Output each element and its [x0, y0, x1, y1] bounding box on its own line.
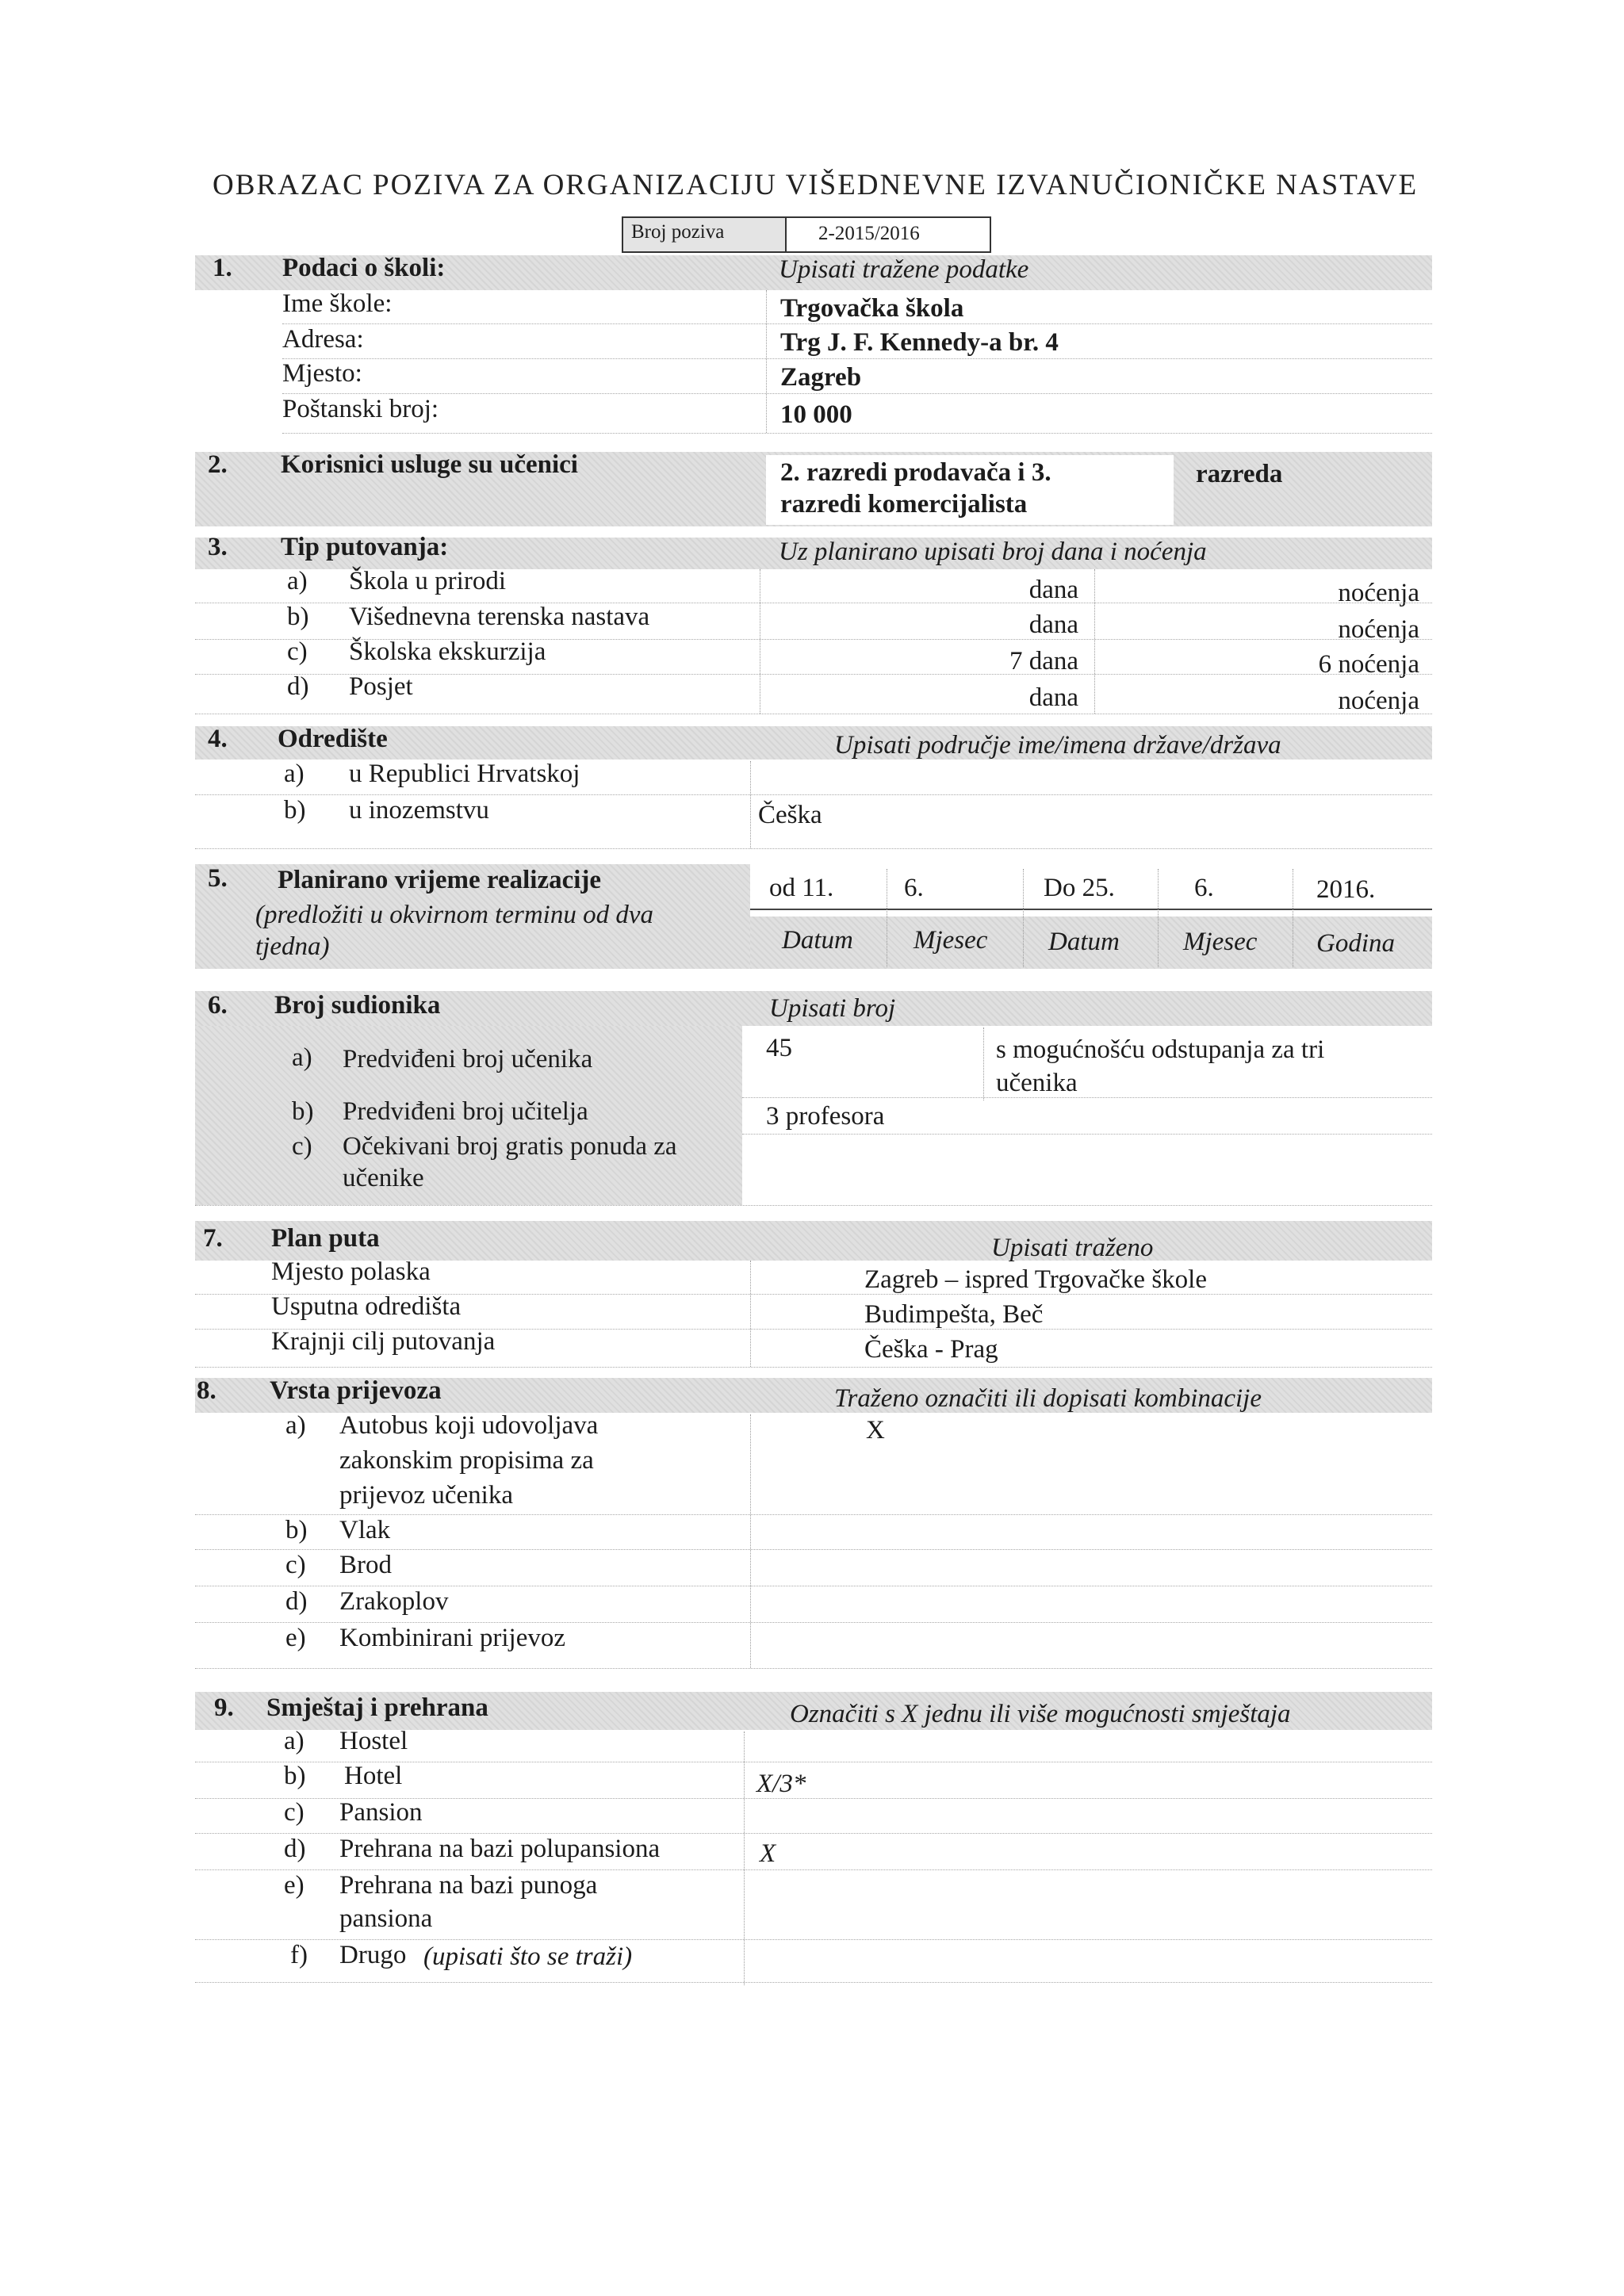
divider	[195, 1982, 1432, 1983]
divider	[195, 1622, 1432, 1623]
teachers-label: Predviđeni broj učitelja	[343, 1097, 588, 1126]
combined-letter: e)	[285, 1624, 306, 1652]
bus-label-line1: Autobus koji udovoljava	[339, 1411, 599, 1440]
divider	[195, 1205, 1432, 1206]
half-board-label: Prehrana na bazi polupansiona	[339, 1835, 661, 1863]
divider	[195, 794, 1432, 795]
pension-label: Pansion	[339, 1798, 423, 1827]
section-6-number: 6.	[208, 991, 228, 1020]
divider	[195, 1869, 1432, 1870]
trip-b-label: Višednevna terenska nastava	[349, 603, 650, 631]
other-letter: f)	[290, 1941, 308, 1969]
postal-code-value: 10 000	[780, 400, 852, 429]
trip-b-nights: noćenja	[1338, 615, 1419, 644]
trip-c-label: Školska ekskurzija	[349, 637, 546, 666]
section-9-hint: Označiti s X jednu ili više mogućnosti smještaja	[790, 1700, 1291, 1728]
final-destination-value: Češka - Prag	[864, 1335, 998, 1364]
section-2-value-line1: 2. razredi prodavača i 3.	[780, 458, 1051, 487]
form-title: OBRAZAC POZIVA ZA ORGANIZACIJU VIŠEDNEVNE IZVANUČIONIČKE NASTAVE	[213, 169, 1419, 201]
section-4-title: Odredište	[278, 725, 388, 753]
gratis-letter: c)	[292, 1132, 312, 1161]
trip-d-letter: d)	[287, 672, 309, 701]
trip-c-days: 7 dana	[1009, 647, 1078, 675]
section-7-title: Plan puta	[271, 1224, 380, 1253]
divider	[1023, 869, 1024, 967]
city-label: Mjesto:	[282, 359, 362, 388]
divider	[750, 1414, 751, 1668]
school-name-label: Ime škole:	[282, 289, 393, 318]
trip-d-label: Posjet	[349, 672, 413, 701]
school-name-value: Trgovačka škola	[780, 294, 964, 323]
divider	[195, 1668, 1432, 1669]
section-4-number: 4.	[208, 725, 228, 753]
final-destination-label: Krajnji cilj putovanja	[271, 1327, 496, 1356]
section-4-hint: Upisati područje ime/imena države/država	[834, 731, 1281, 760]
destination-b-value: Češka	[758, 801, 822, 829]
students-letter: a)	[292, 1043, 312, 1072]
other-label: Drugo	[339, 1941, 407, 1969]
divider	[742, 1134, 1432, 1135]
destination-a-label: u Republici Hrvatskoj	[349, 760, 580, 788]
section-2-suffix: razreda	[1196, 460, 1283, 488]
divider	[1094, 569, 1095, 714]
stops-value: Budimpešta, Beč	[864, 1300, 1044, 1329]
divider	[195, 1939, 1432, 1940]
train-label: Vlak	[339, 1516, 391, 1544]
broj-poziva-value: 2-2015/2016	[818, 223, 920, 244]
bus-letter: a)	[285, 1411, 306, 1440]
section-7-number: 7.	[203, 1224, 223, 1253]
divider	[195, 1514, 1432, 1515]
full-board-letter: e)	[284, 1871, 304, 1900]
postal-code-label: Poštanski broj:	[282, 395, 439, 423]
full-board-label-line1: Prehrana na bazi punoga	[339, 1871, 598, 1900]
divider	[195, 1833, 1432, 1834]
divider	[742, 1097, 1432, 1098]
students-label: Predviđeni broj učenika	[343, 1045, 593, 1073]
broj-poziva-box	[622, 216, 991, 253]
section-2-number: 2.	[208, 450, 228, 479]
trip-c-nights: 6 noćenja	[1318, 650, 1419, 679]
hostel-letter: a)	[284, 1727, 304, 1755]
section-6-title: Broj sudionika	[274, 991, 441, 1020]
teachers-letter: b)	[292, 1097, 314, 1126]
teachers-value: 3 profesora	[766, 1102, 885, 1131]
label-mjesec-1: Mjesec	[914, 926, 988, 955]
plane-letter: d)	[285, 1587, 308, 1616]
section-9-title: Smještaj i prehrana	[266, 1693, 488, 1722]
section-6-hint: Upisati broj	[769, 994, 896, 1023]
section-5-title: Planirano vrijeme realizacije	[278, 866, 602, 894]
date-row-divider	[750, 909, 1432, 910]
section-1-number: 1.	[213, 254, 232, 282]
section-5-subtitle-line2: tjedna)	[255, 932, 330, 961]
divider	[195, 674, 1432, 675]
broj-poziva-label: Broj poziva	[623, 218, 787, 251]
section-1-title: Podaci o školi:	[282, 254, 446, 282]
city-value: Zagreb	[780, 363, 862, 392]
divider	[195, 1367, 1432, 1368]
trip-d-nights: noćenja	[1338, 687, 1419, 715]
trip-a-days: dana	[1028, 576, 1078, 604]
section-8-title: Vrsta prijevoza	[270, 1376, 442, 1405]
pension-letter: c)	[284, 1798, 304, 1827]
students-note-line2: učenika	[996, 1069, 1078, 1097]
section-2-value-line2: razredi komercijalista	[780, 490, 1028, 519]
gratis-label-line1: Očekivani broj gratis ponuda za	[343, 1132, 677, 1161]
section-7-header-band	[195, 1221, 1432, 1261]
divider	[282, 358, 1432, 359]
start-day-value: od 11.	[769, 874, 834, 902]
section-2-title: Korisnici usluge su učenici	[281, 450, 578, 479]
ship-letter: c)	[285, 1551, 306, 1579]
end-month-value: 6.	[1194, 874, 1214, 902]
students-note-line1: s mogućnošću odstupanja za tri	[996, 1035, 1325, 1064]
trip-b-days: dana	[1028, 610, 1078, 639]
destination-a-letter: a)	[284, 760, 304, 788]
divider	[766, 290, 767, 433]
departure-label: Mjesto polaska	[271, 1257, 431, 1286]
trip-a-label: Škola u prirodi	[349, 567, 506, 595]
divider	[744, 1732, 745, 1985]
bus-label-line3: prijevoz učenika	[339, 1481, 513, 1510]
train-letter: b)	[285, 1516, 308, 1544]
divider	[750, 761, 751, 848]
trip-c-letter: c)	[287, 637, 308, 666]
destination-b-label: u inozemstvu	[349, 796, 489, 825]
other-note: (upisati što se traži)	[423, 1942, 633, 1971]
full-board-label-line2: pansiona	[339, 1904, 433, 1933]
trip-b-letter: b)	[287, 603, 309, 631]
label-godina: Godina	[1316, 929, 1395, 958]
label-datum-2: Datum	[1048, 928, 1120, 956]
divider	[282, 323, 1432, 324]
hostel-label: Hostel	[339, 1727, 408, 1755]
label-datum-1: Datum	[782, 926, 853, 955]
students-value: 45	[766, 1034, 792, 1062]
section-7-hint: Upisati traženo	[991, 1234, 1154, 1262]
section-3-title: Tip putovanja:	[281, 533, 449, 561]
section-1-hint: Upisati tražene podatke	[779, 255, 1029, 284]
divider	[282, 433, 1432, 434]
divider	[1158, 869, 1159, 967]
section-5-subtitle-line1: (predložiti u okvirnom terminu od dva	[255, 901, 653, 929]
divider	[195, 1329, 1432, 1330]
label-mjesec-2: Mjesec	[1183, 928, 1258, 956]
divider	[195, 639, 1432, 640]
stops-label: Usputna odredišta	[271, 1292, 462, 1321]
address-label: Adresa:	[282, 325, 364, 354]
departure-value: Zagreb – ispred Trgovačke škole	[864, 1265, 1207, 1294]
section-8-hint: Traženo označiti ili dopisati kombinacije	[834, 1384, 1262, 1413]
hotel-label: Hotel	[344, 1762, 403, 1790]
divider	[195, 848, 1432, 849]
section-3-hint: Uz planirano upisati broj dana i noćenja	[779, 538, 1207, 566]
gratis-label-line2: učenike	[343, 1164, 424, 1192]
section-5-number: 5.	[208, 864, 228, 893]
trip-a-letter: a)	[287, 567, 308, 595]
hotel-letter: b)	[284, 1762, 306, 1790]
trip-d-days: dana	[1028, 683, 1078, 712]
ship-label: Brod	[339, 1551, 392, 1579]
divider	[750, 1261, 751, 1367]
trip-a-nights: noćenja	[1338, 579, 1419, 607]
half-board-value: X	[760, 1839, 776, 1868]
section-9-number: 9.	[214, 1693, 234, 1722]
year-value: 2016.	[1316, 875, 1376, 904]
end-day-value: Do 25.	[1044, 874, 1115, 902]
section-8-number: 8.	[197, 1376, 216, 1405]
half-board-letter: d)	[284, 1835, 306, 1863]
divider	[983, 1027, 984, 1100]
start-month-value: 6.	[904, 874, 924, 902]
hotel-value: X/3*	[756, 1770, 806, 1798]
address-value: Trg J. F. Kennedy-a br. 4	[780, 328, 1059, 357]
bus-value: X	[866, 1416, 885, 1445]
divider	[282, 393, 1432, 394]
divider	[195, 1294, 1432, 1295]
section-3-number: 3.	[208, 533, 228, 561]
divider	[195, 1549, 1432, 1550]
destination-b-letter: b)	[284, 796, 306, 825]
bus-label-line2: zakonskim propisima za	[339, 1446, 594, 1475]
combined-label: Kombinirani prijevoz	[339, 1624, 566, 1652]
plane-label: Zrakoplov	[339, 1587, 449, 1616]
divider	[195, 1798, 1432, 1799]
